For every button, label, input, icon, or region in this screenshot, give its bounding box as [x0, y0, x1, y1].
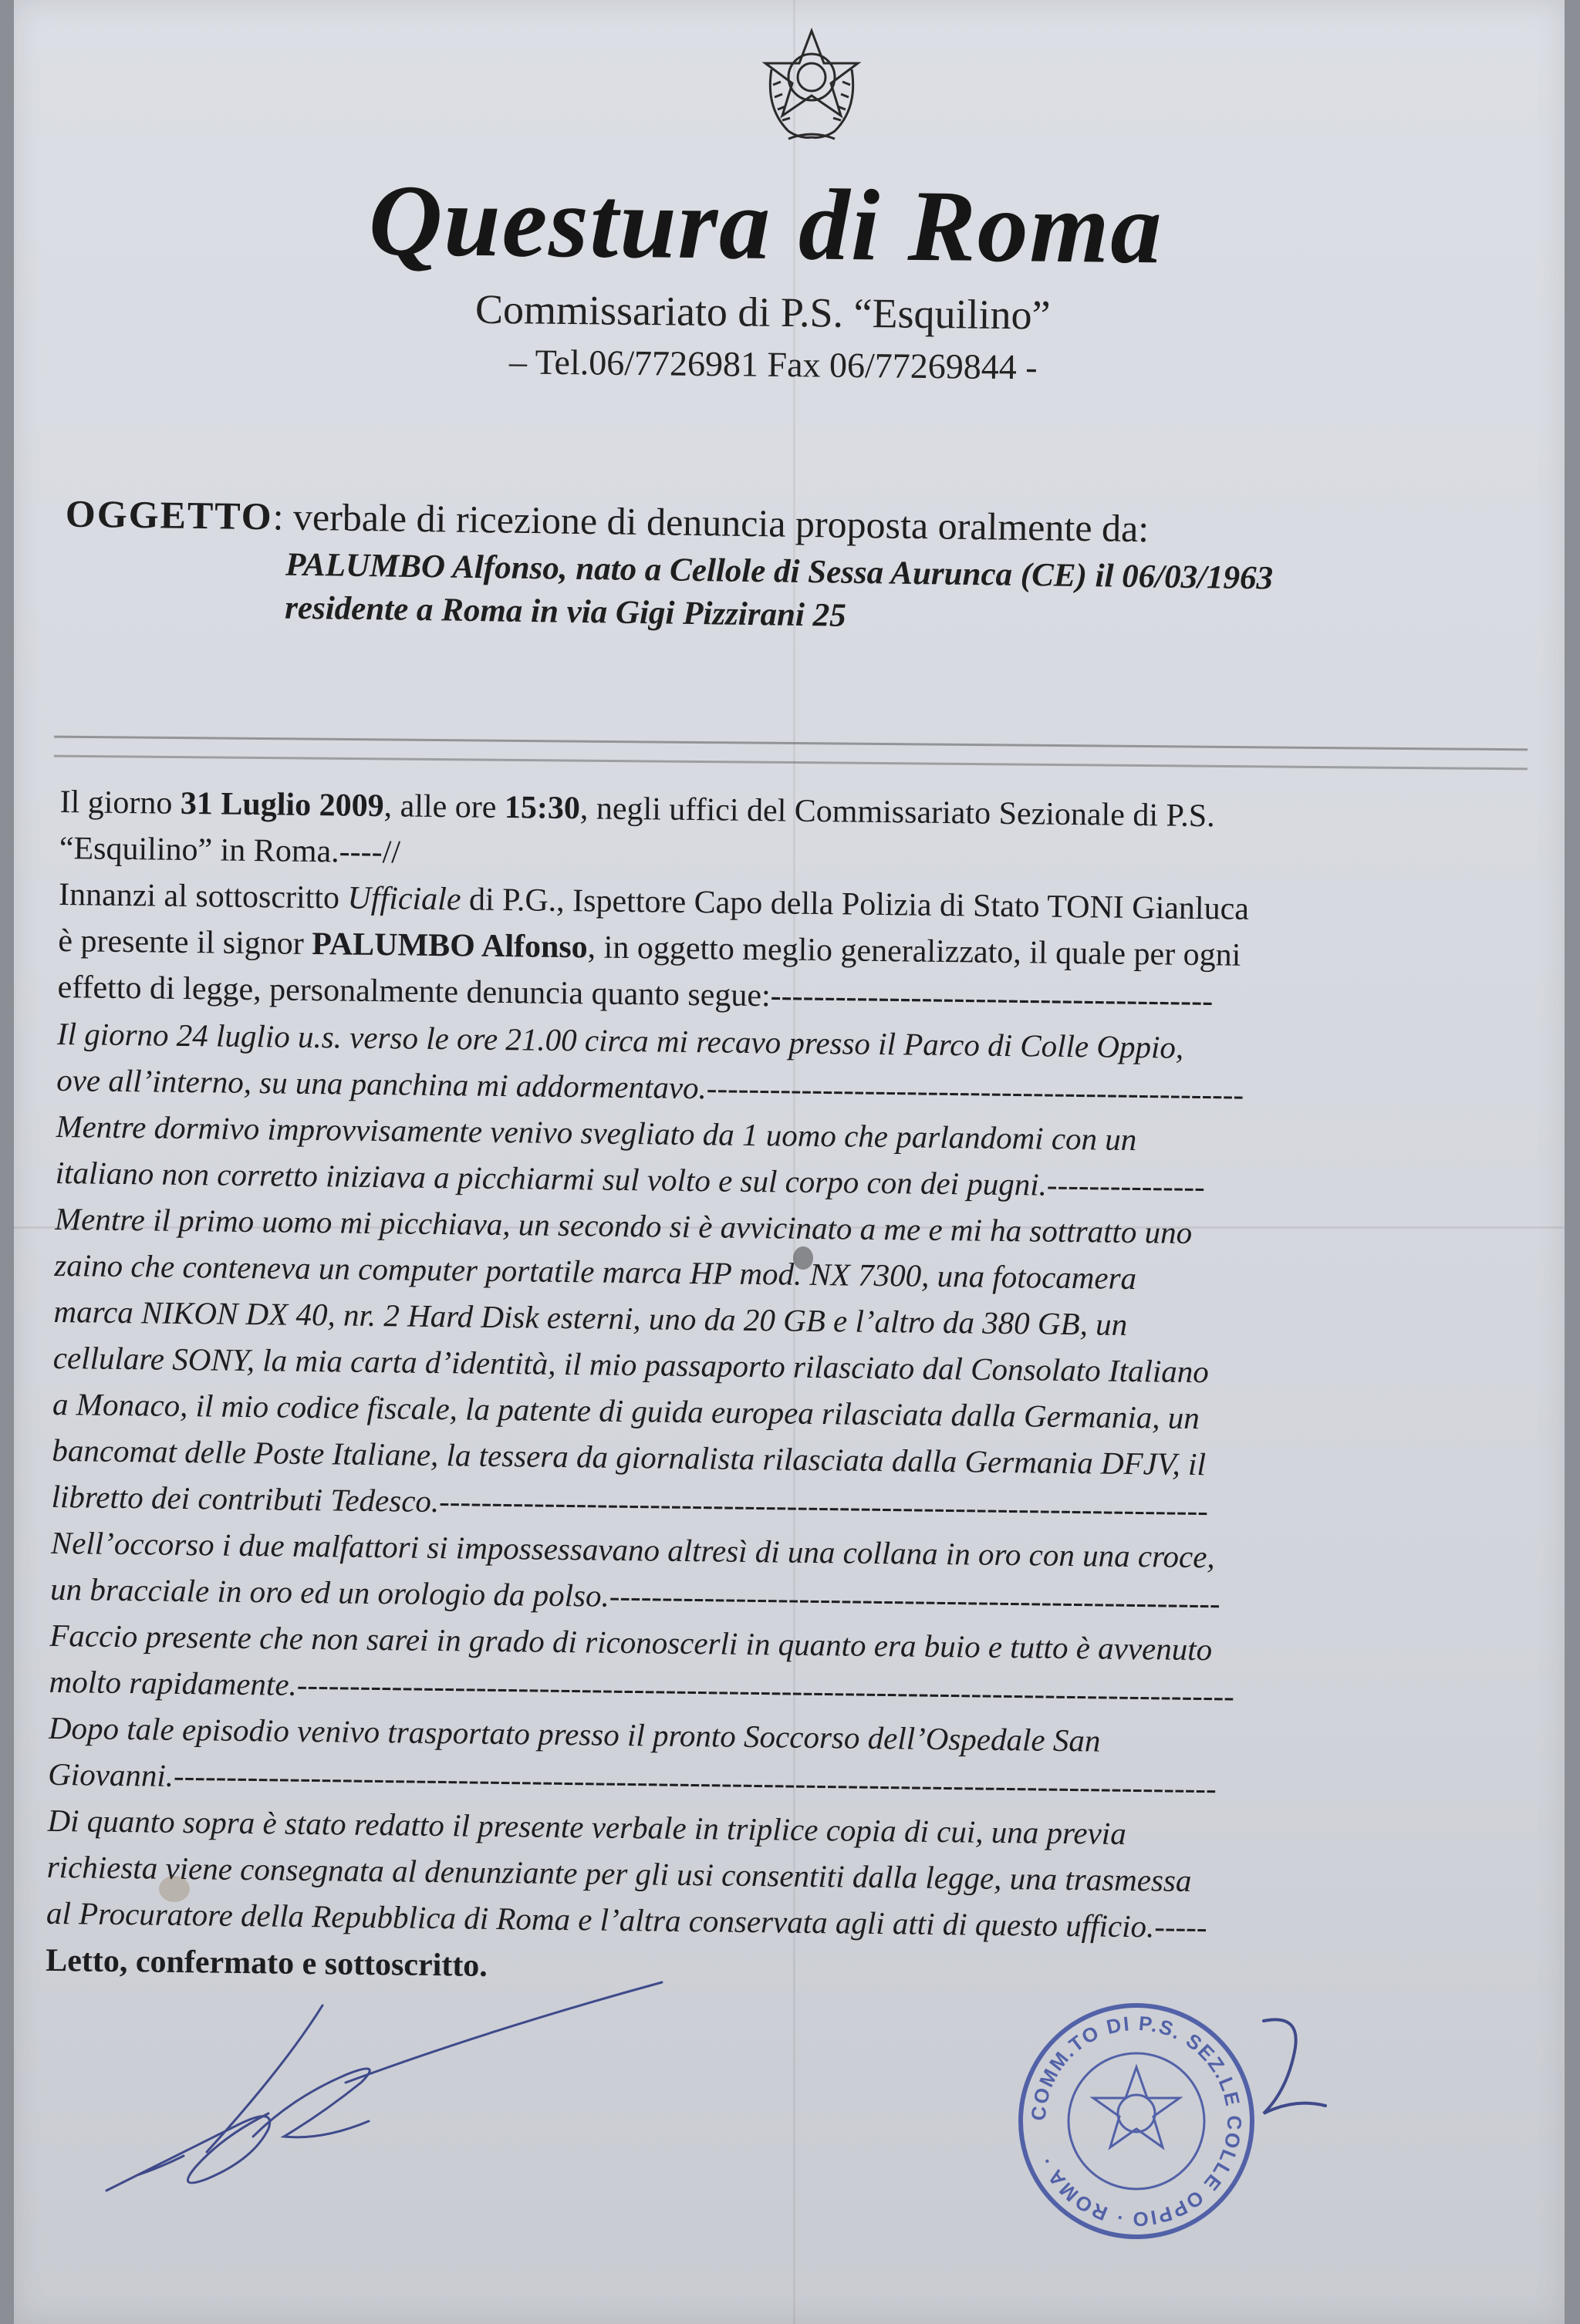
statement-line: Mentre dormivo improvvisamente venivo svegliato da 1 uomo che parlandomi con un: [56, 1108, 1137, 1158]
republic-emblem-icon: [758, 23, 866, 147]
body-text: Il giorno: [59, 784, 181, 821]
complainant-name: PALUMBO Alfonso: [312, 926, 588, 966]
body-text: , negli uffici del Commissariato Sezionale di P.S.: [579, 791, 1215, 835]
office-stamp: [1005, 1990, 1268, 2252]
office-subtitle: Commissariato di P.S. “Esquilino”: [474, 285, 1051, 339]
complainant-signature: [91, 1959, 677, 2206]
statement-line: bancomat delle Poste Italiane, la tessera da giornalista rilasciata dalla Germania DFJV, il: [52, 1432, 1207, 1482]
body-text: , in oggetto meglio generalizzato, il quale per ogni: [587, 929, 1241, 973]
office-contacts: – Tel.06/7726981 Fax 06/77269844 -: [508, 342, 1038, 387]
body-text: , alle ore: [383, 788, 505, 826]
statement-line: marca NIKON DX 40, nr. 2 Hard Disk esterni, uno da 20 GB e l’altro da 380 GB, un: [53, 1293, 1128, 1342]
statement-line: zaino che conteneva un computer portatile marca HP mod. NX 7300, una fotocamera: [54, 1246, 1137, 1297]
statement-line: Nell’occorso i due malfattori si impossessavano altresì di una collana in oro con una croce,: [50, 1524, 1215, 1575]
body-text: è presente il signor: [58, 923, 312, 963]
separator-rule: [54, 736, 1528, 771]
stamp-text: COMM.TO DI P.S. SEZ.LE COLLE OPPIO · ROMA ·: [1026, 2011, 1247, 2231]
body-line: “Esquilino” in Roma.----//: [59, 830, 401, 871]
document-page: [14, 0, 1565, 2324]
office-title: Questura di Roma: [368, 163, 1164, 285]
officer-signature: [1248, 2005, 1341, 2129]
body-text: Innanzi al sottoscritto: [58, 876, 348, 916]
ink-stain: [793, 1246, 813, 1270]
closing-formula: Letto, confermato e sottoscritto.: [46, 1942, 488, 1984]
statement-line: ove all’interno, su una panchina mi addormentavo.---------------------------------------------------: [56, 1061, 1244, 1112]
statement-line: Dopo tale episodio venivo trasportato presso il pronto Soccorso dell’Ospedale San: [48, 1709, 1101, 1759]
ink-stain: [159, 1876, 190, 1902]
subject-block: [64, 491, 1547, 648]
statement-line: Faccio presente che non sarei in grado di riconoscerli in quanto era buio e tutto è avvenuto: [49, 1617, 1213, 1668]
statement-line: italiano non corretto iniziava a picchiarmi sul volto e sul corpo con dei pugni.---------------: [55, 1154, 1206, 1205]
subject-label: OGGETTO: [65, 491, 274, 538]
report-time: 15:30: [504, 790, 581, 827]
statement-line: un bracciale in oro ed un orologio da polso.----------------------------------------------------------: [49, 1570, 1220, 1621]
officer-role: Ufficiale: [347, 880, 461, 918]
body-text: di P.G., Ispettore Capo della Polizia di Stato TONI Gianluca: [461, 882, 1250, 927]
statement-line: Il giorno 24 luglio u.s. verso le ore 21.00 circa mi recavo presso il Parco di Colle Oppio,: [56, 1015, 1184, 1065]
svg-text:COMM.TO DI P.S. SEZ.LE COLLE O: [1027, 2012, 1247, 2231]
subject-intro: : verbale di ricezione di denuncia proposta oralmente da:: [272, 494, 1150, 551]
statement-line: Di quanto sopra è stato redatto il presente verbale in triplice copia di cui, una previa: [47, 1802, 1127, 1851]
statement-line: al Procuratore della Repubblica di Roma e l’altra conservata agli atti di questo ufficio.-----: [46, 1894, 1207, 1945]
body-line: effetto di legge, personalmente denuncia quanto segue:-----------------------------------------: [57, 969, 1214, 1020]
statement-line: Mentre il primo uomo mi picchiava, un secondo si è avvicinato a me e mi ha sottratto uno: [54, 1200, 1193, 1250]
statement-line: cellulare SONY, la mia carta d’identità, il mio passaporto rilasciato dal Consolato Italiano: [52, 1339, 1210, 1390]
report-date: 31 Luglio 2009: [180, 785, 384, 825]
statement-line: libretto dei contributi Tedesco.-------------------------------------------------------------------------: [51, 1478, 1209, 1529]
statement-line: molto rapidamente.-----------------------------------------------------------------------------------------: [49, 1663, 1235, 1714]
statement-line: Giovanni.---------------------------------------------------------------------------------------------------: [47, 1756, 1217, 1806]
statement-line: richiesta viene consegnata al denunziante per gli usi consentiti dalla legge, una trasmessa: [46, 1848, 1192, 1899]
subject-person: PALUMBO Alfonso, nato a Cellole di Sessa Aurunca (CE) il 06/03/1963: [285, 546, 1274, 597]
report-body: [46, 779, 1541, 2002]
subject-residence: residente a Roma in via Gigi Pizzirani 25: [284, 589, 846, 634]
statement-line: a Monaco, il mio codice fiscale, la patente di guida europea rilasciata dalla Germania, un: [52, 1385, 1200, 1436]
